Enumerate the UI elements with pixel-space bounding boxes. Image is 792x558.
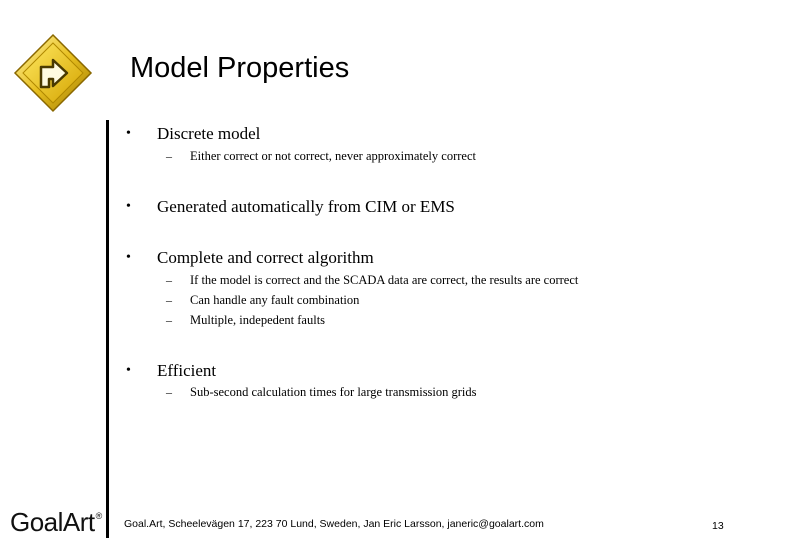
slide-title: Model Properties xyxy=(130,52,350,84)
goalart-logo xyxy=(10,507,102,538)
registered-mark: ® xyxy=(95,511,102,521)
bullet-marker: • xyxy=(126,250,131,265)
bullet-marker: • xyxy=(126,199,131,214)
page-number: 13 xyxy=(712,520,724,532)
bullet-text: Complete and correct algorithm xyxy=(157,248,374,267)
sub-text: Can handle any fault combination xyxy=(190,293,360,307)
bullet-text: Efficient xyxy=(157,361,217,380)
goalart-diamond-icon xyxy=(12,32,94,114)
bullet-marker: • xyxy=(126,126,131,141)
bullet-text: Discrete model xyxy=(157,124,261,143)
sub-marker: – xyxy=(166,385,172,399)
sub-marker: – xyxy=(166,273,172,287)
sub-text: Sub-second calculation times for large transmission grids xyxy=(190,385,477,399)
sub-marker: – xyxy=(166,149,172,163)
bullet-text: Generated automatically from CIM or EMS xyxy=(157,197,455,216)
vertical-divider xyxy=(106,120,109,538)
sub-text: If the model is correct and the SCADA data are correct, the results are correct xyxy=(190,273,579,287)
sub-text: Either correct or not correct, never approximately correct xyxy=(190,149,476,163)
footer-text: Goal.Art, Scheelevägen 17, 223 70 Lund, Sweden, Jan Eric Larsson, janeric@goalart.com xyxy=(124,518,544,530)
sub-marker: – xyxy=(166,293,172,307)
logo-wordmark: GoalArt xyxy=(10,507,95,537)
sub-text: Multiple, indepedent faults xyxy=(190,313,326,327)
bullet-marker: • xyxy=(126,363,131,378)
sub-marker: – xyxy=(166,313,172,327)
